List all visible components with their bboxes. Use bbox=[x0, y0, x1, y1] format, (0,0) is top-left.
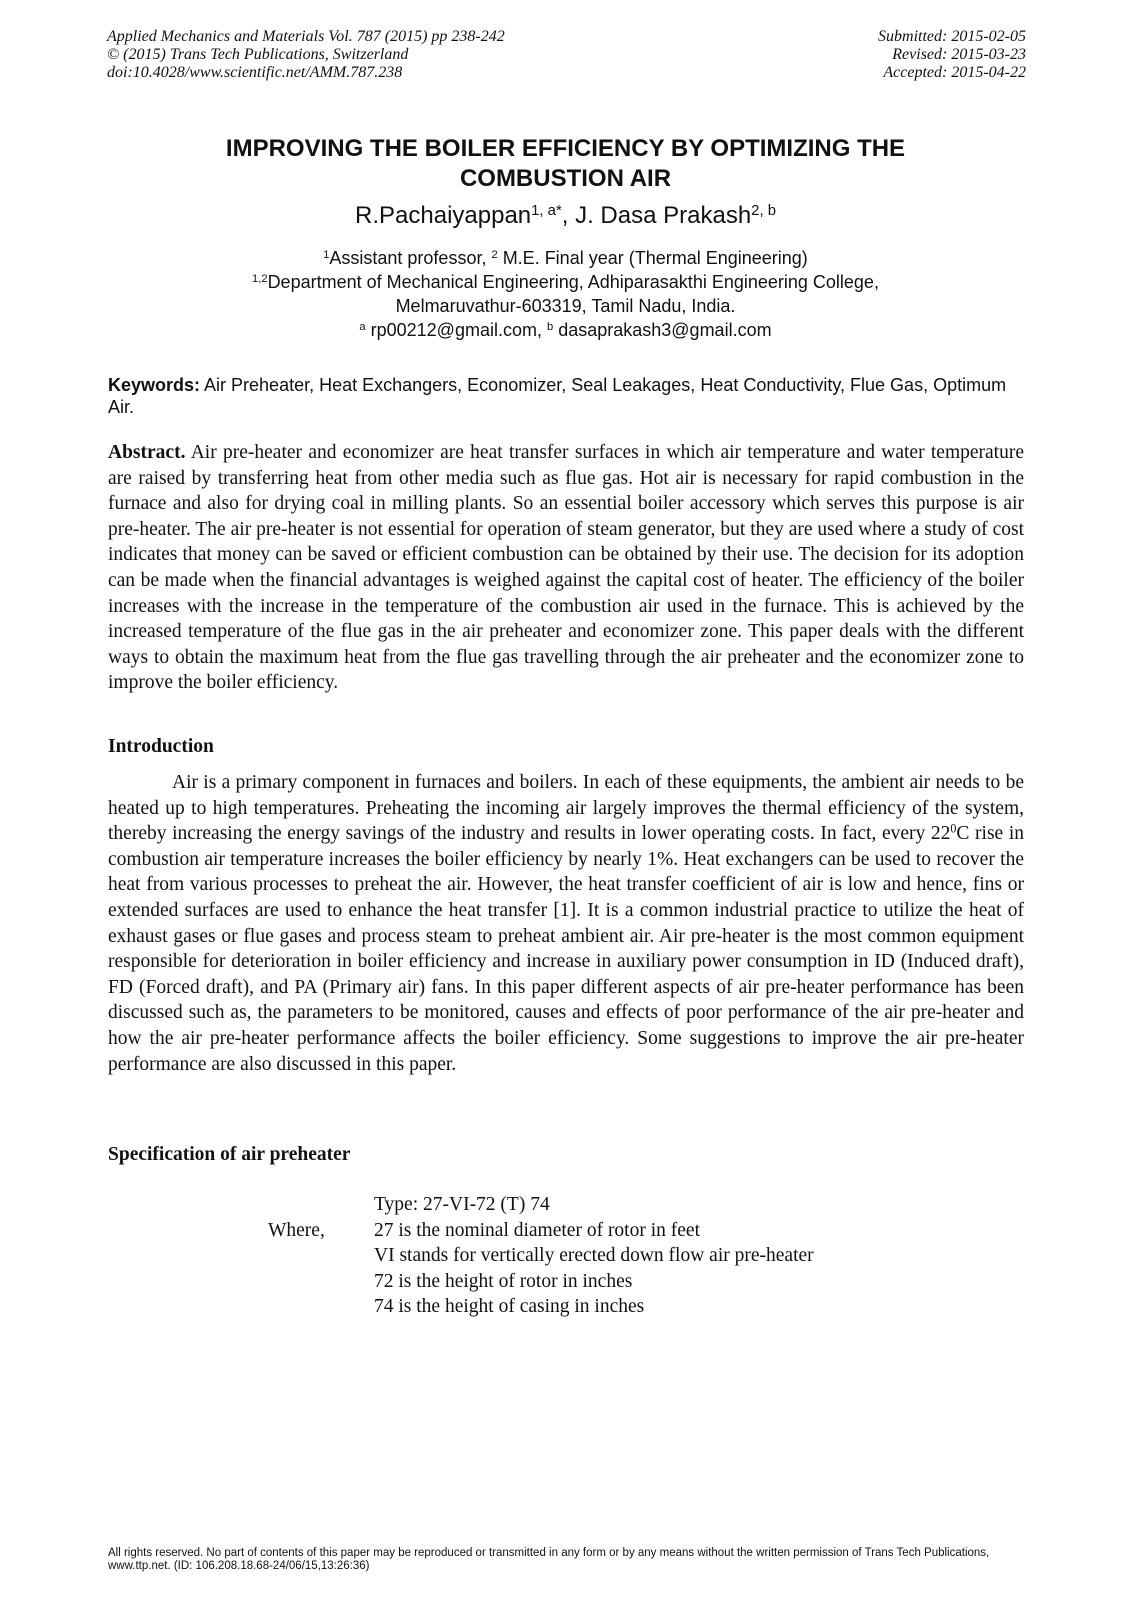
rights-footer: All rights reserved. No part of contents of this paper may be reproduced or transmitted in any form or by any means without the written permission of Trans Tech Publications, www.ttp.net. (ID: 106.208.18.68-24/06/15,13:26:36) bbox=[108, 1547, 990, 1572]
intro-text-part-2: C rise in combustion air temperature increases the boiler efficiency by nearly 1%. Heat exchangers can be used to recover the heat from various processes to preheat the air. However, the heat transfer coefficient of air is low and hence, fins or extended surfaces are used to enhance the heat transfer [1]. It is a common industrial practice to utilize the heat of exhaust gases or flue gases and process steam to preheat ambient air. Air pre-heater is the most common equipment responsible for deterioration in boiler efficiency and increase in auxiliary power consumption in ID (Induced draft), FD (Forced draft), and PA (Primary air) fans. In this paper different aspects of air pre-heater performance has been discussed such as, the parameters to be monitored, causes and effects of poor performance of the air pre-heater and how the air pre-heater performance affects the boiler efficiency. Some suggestions to improve the air pre-heater performance are also discussed in this paper. bbox=[108, 823, 1024, 1075]
keywords-text: Air Preheater, Heat Exchangers, Economizer, Seal Leakages, Heat Conductivity, Flue Gas, Optimum Air. bbox=[108, 375, 1007, 417]
affiliation-line-1 bbox=[100, 246, 1031, 270]
author-2-name: J. Dasa Prakash bbox=[575, 202, 752, 229]
specification-list bbox=[374, 1192, 814, 1320]
spec-line: VI stands for vertically erected down flow air pre-heater bbox=[374, 1245, 814, 1267]
journal-header bbox=[107, 28, 505, 82]
submission-dates bbox=[878, 28, 1026, 82]
affiliation-line-2 bbox=[100, 270, 1031, 294]
abstract-paragraph bbox=[108, 440, 1024, 696]
keywords-label: Keywords: bbox=[108, 375, 201, 395]
where-label: Where, bbox=[268, 1220, 325, 1241]
email-b: dasaprakash3@gmail.com bbox=[553, 320, 772, 340]
journal-citation: Applied Mechanics and Materials Vol. 787 (2015) pp 238-242 bbox=[107, 28, 505, 45]
affil-sup-12: 1,2 bbox=[252, 272, 268, 285]
affil-sup-2: 2 bbox=[491, 248, 498, 261]
doi-line: doi:10.4028/www.scientific.net/AMM.787.238 bbox=[107, 64, 403, 81]
intro-text-part-1: Air is a primary component in furnaces and boilers. In each of these equipments, the ambient air needs to be heated up to high temperatures. Preheating the incoming air largely improves the thermal efficiency of the system, thereby increasing the energy savings of the industry and results in lower operating costs. In fact, every 22 bbox=[108, 772, 1024, 845]
author-separator: , bbox=[561, 202, 576, 229]
affil-role-1: Assistant professor, bbox=[329, 248, 492, 268]
author-2-superscript: 2, b bbox=[751, 202, 776, 219]
abstract-text: Air pre-heater and economizer are heat transfer surfaces in which air temperature and water temperature are raised by transferring heat from other media such as flue gas. Hot air is necessary for rapid combustion in the furnace and also for drying coal in milling plants. So an essential boiler accessory which serves this purpose is air pre-heater. The air pre-heater is not essential for operation of steam generator, but they are used where a study of cost indicates that money can be saved or efficient combustion can be obtained by their use. The decision for its adoption can be made when the financial advantages is weighed against the capital cost of heater. The efficiency of the boiler increases with the increase in the temperature of the combustion air used in the furnace. This is achieved by the increased temperature of the flue gas in the air preheater and economizer zone. This paper deals with the different ways to obtain the maximum heat from the flue gas travelling through the air preheater and the economizer zone to improve the boiler efficiency. bbox=[108, 442, 1024, 694]
affiliations bbox=[100, 246, 1031, 342]
email-a: rp00212@gmail.com, bbox=[365, 320, 547, 340]
email-sup-b: b bbox=[546, 320, 554, 333]
author-1-superscript: 1, a* bbox=[531, 202, 562, 219]
author-list bbox=[100, 201, 1031, 231]
spec-line: 72 is the height of rotor in inches bbox=[374, 1270, 633, 1292]
introduction-heading: Introduction bbox=[108, 736, 214, 757]
author-1-name: R.Pachaiyappan bbox=[355, 202, 532, 229]
paper-title bbox=[100, 134, 1031, 194]
specification-heading: Specification of air preheater bbox=[108, 1144, 351, 1165]
affil-department: Department of Mechanical Engineering, Adhiparasakthi Engineering College, bbox=[267, 272, 879, 292]
spec-line: 74 is the height of casing in inches bbox=[374, 1296, 645, 1318]
revised-date: Revised: 2015-03-23 bbox=[892, 46, 1026, 63]
accepted-date: Accepted: 2015-04-22 bbox=[883, 64, 1026, 81]
copyright-line: © (2015) Trans Tech Publications, Switzerland bbox=[107, 46, 409, 63]
spec-type-line: Type: 27-VI-72 (T) 74 bbox=[374, 1194, 550, 1215]
submitted-date: Submitted: 2015-02-05 bbox=[878, 28, 1026, 45]
title-line-1: IMPROVING THE BOILER EFFICIENCY BY OPTIMIZING THE bbox=[225, 135, 906, 162]
title-line-2: COMBUSTION AIR bbox=[459, 165, 672, 192]
affil-role-2: M.E. Final year (Thermal Engineering) bbox=[497, 248, 808, 268]
abstract-label: Abstract. bbox=[108, 442, 186, 463]
affil-sup-1: 1 bbox=[323, 248, 330, 261]
email-sup-a: a bbox=[359, 320, 366, 333]
affiliation-emails bbox=[100, 318, 1031, 342]
degree-superscript: 0 bbox=[950, 821, 957, 836]
affiliation-line-3: Melmaruvathur-603319, Tamil Nadu, India. bbox=[395, 296, 736, 316]
introduction-paragraph bbox=[108, 770, 1024, 1077]
spec-line: 27 is the nominal diameter of rotor in feet bbox=[374, 1219, 700, 1241]
keywords-block bbox=[108, 374, 1024, 418]
